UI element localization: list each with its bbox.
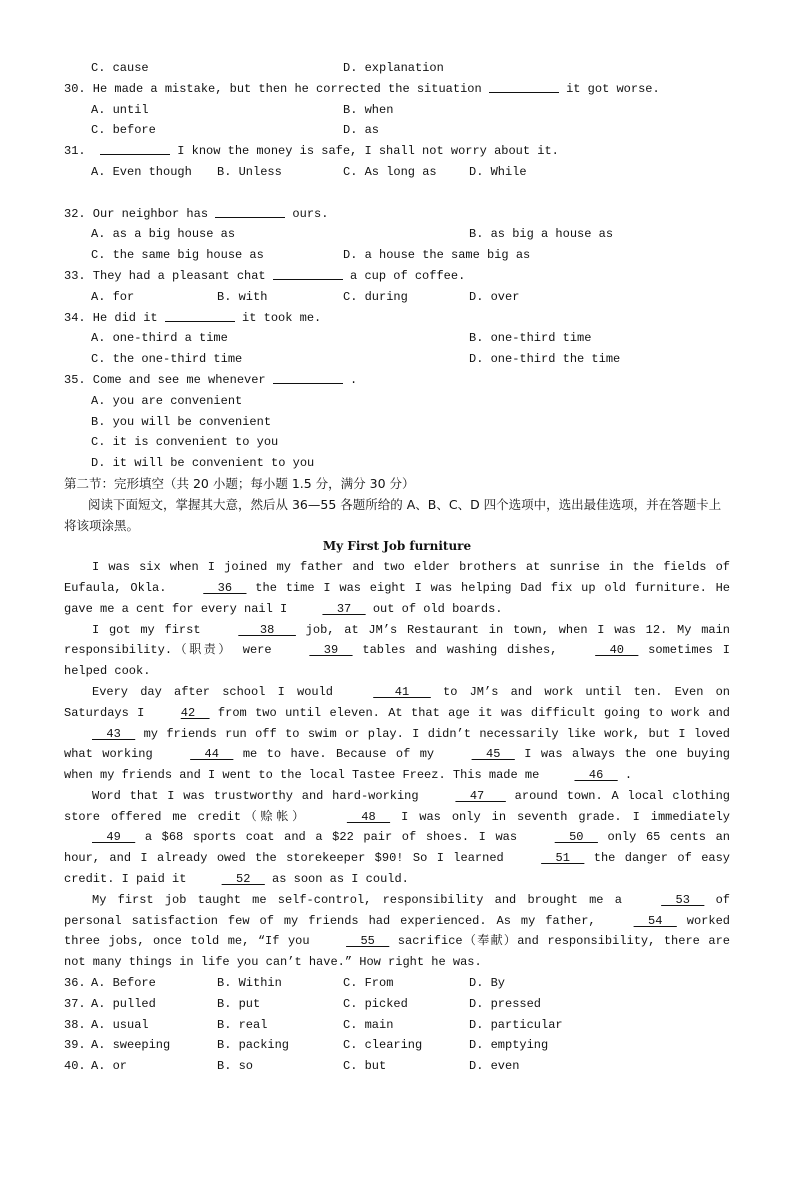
q32-options-cd: [64, 245, 730, 266]
option-c: C. but: [343, 1059, 387, 1074]
gap-37: 37: [322, 601, 366, 616]
q30-options-cd: [64, 120, 730, 141]
gap-40: 40: [595, 643, 639, 658]
option-b: B. one-third time: [469, 331, 592, 346]
q31-options: [64, 162, 730, 183]
option-c: C. main: [343, 1017, 394, 1032]
option-c: C. cause: [91, 61, 149, 75]
gap-49: 49: [92, 830, 136, 845]
q34-options-cd: [64, 349, 730, 370]
answer-blank: [489, 80, 559, 93]
answer-number: 38.: [64, 1017, 86, 1032]
option-d: D. it will be convenient to you: [91, 456, 315, 471]
option-b: B. as big a house as: [469, 227, 614, 242]
option-a: A. Even though: [91, 164, 192, 179]
section-instruction: 阅读下面短文，掌握其大意，然后从 36—55 各题所给的 A、B、C、D 四个选项中，选出最佳选项，并在答题卡上将该项涂黑。: [64, 496, 722, 533]
gap-44: 44: [190, 747, 234, 762]
answer-blank: [165, 309, 235, 322]
option-c: C. clearing: [343, 1038, 423, 1053]
q33-options: [64, 287, 730, 308]
option-c: C. before: [91, 123, 156, 138]
option-a: A. usual: [91, 1017, 149, 1032]
answer-row: [64, 1056, 730, 1077]
option-c: C. picked: [343, 996, 408, 1011]
question-35: 35. Come and see me whenever .: [64, 372, 358, 387]
option-b: B. real: [217, 1017, 268, 1032]
passage-paragraph-5: My first job taught me self-control, responsibility and brought me a 53 of personal satisfaction few of my friends had experienced. As my father, 54 worked three jobs, once told me, “If you 55 sacrifice（奉献）and responsibility, there are not many things in life you can’t have.” How right he was.: [64, 890, 730, 973]
option-a: A. pulled: [91, 996, 156, 1011]
option-b: B. Unless: [217, 164, 282, 179]
gap-46: 46: [574, 768, 618, 783]
answer-number: 36.: [64, 976, 86, 991]
option-b: B. you will be convenient: [91, 414, 272, 429]
option-b: B. when: [343, 102, 394, 117]
option-c: C. the same big house as: [91, 248, 264, 263]
option-a: A. sweeping: [91, 1038, 171, 1053]
option-d: D. particular: [469, 1017, 563, 1032]
question-30: 30. He made a mistake, but then he corrected the situation it got worse.: [64, 81, 660, 96]
option-d: D. explanation: [343, 61, 444, 75]
option-d: D. one-third the time: [469, 352, 621, 367]
passage-paragraph-1: I was six when I joined my father and two elder brothers at sunrise in the fields of Eufaula, Okla. 36 the time I was eight I was helping Dad fix up old furniture. He gave me a cent for every nail I 37 out of old boards.: [64, 557, 730, 619]
passage-paragraph-4: Word that I was trustworthy and hard-working 47 around town. A local clothing store offered me credit（赊帐） 48 I was only in seventh grade. I immediately 49 a $68 sports coat and a $22 pair of shoes. I was 50 only 65 cents an hour, and I already owed the storekeeper $90! So I learned 51 the danger of easy credit. I paid it 52 as soon as I could.: [64, 786, 730, 890]
option-a: A. for: [91, 289, 135, 304]
option-b: B. put: [217, 996, 261, 1011]
option-a: A. you are convenient: [91, 393, 243, 408]
gap-43: 43: [92, 726, 136, 741]
answer-blank: [273, 371, 343, 384]
exam-page: [64, 58, 730, 1077]
option-a: A. Before: [91, 976, 156, 991]
passage-paragraph-3: Every day after school I would 41 to JM’s and work until ten. Even on Saturdays I 42 from two until eleven. At that age it was difficult going to work and 43 my friends run off to swim or play. I didn’t necessarily like work, but I loved what working 44 me to have. Because of my 45 I was always the one buying when my friends and I went to the local Tastee Freez. This made me 46 .: [64, 682, 730, 786]
passage-title: My First Job furniture: [322, 539, 472, 554]
question-31: 31. I know the money is safe, I shall not worry about it.: [64, 144, 559, 159]
option-b: B. Within: [217, 976, 282, 991]
question-32: 32. Our neighbor has ours.: [64, 206, 329, 221]
option-d: D. While: [469, 164, 527, 179]
answer-number: 37.: [64, 996, 86, 1011]
option-d: D. even: [469, 1059, 520, 1074]
answer-blank: [100, 142, 170, 155]
option-c: C. As long as: [343, 164, 437, 179]
gap-53: 53: [661, 892, 705, 907]
option-c: C. From: [343, 976, 394, 991]
gap-52: 52: [221, 872, 265, 887]
answer-row: [64, 1035, 730, 1056]
question-34: 34. He did it it took me.: [64, 310, 322, 325]
option-d: D. emptying: [469, 1038, 549, 1053]
answer-blank: [215, 205, 285, 218]
option-b: B. with: [217, 289, 268, 304]
answer-row: [64, 994, 730, 1015]
gap-51: 51: [541, 851, 585, 866]
q30-options-ab: [64, 100, 730, 121]
option-d: D. over: [469, 289, 520, 304]
answer-number: 40.: [64, 1059, 86, 1074]
answer-row: [64, 973, 730, 994]
option-b: B. packing: [217, 1038, 290, 1053]
gap-39: 39: [309, 643, 353, 658]
gap-48: 48: [346, 809, 391, 824]
section-heading: 第二节：完形填空（共 20 小题；每小题 1.5 分，满分 30 分）: [64, 475, 415, 491]
q32-options-ab: [64, 224, 730, 245]
passage-paragraph-2: I got my first 38 job, at JM’s Restaurant in town, when I was 12. My main responsibility.（职责） were 39 tables and washing dishes, 40 sometimes I helped cook.: [64, 620, 730, 682]
gap-54: 54: [633, 913, 677, 928]
answer-number: 39.: [64, 1038, 86, 1053]
option-a: A. as a big house as: [91, 227, 236, 242]
q34-options-ab: [64, 328, 730, 349]
spacer: [64, 183, 730, 204]
q29-options-cd: [64, 58, 730, 79]
gap-55: 55: [346, 934, 390, 949]
option-a: A. one-third a time: [91, 331, 228, 346]
option-c: C. it is convenient to you: [91, 435, 279, 450]
answer-blank: [273, 267, 343, 280]
gap-36: 36: [203, 580, 247, 595]
answer-row: [64, 1015, 730, 1036]
gap-50: 50: [554, 830, 598, 845]
option-a: A. until: [91, 102, 149, 117]
gap-41: 41: [373, 684, 431, 699]
gap-42: 42: [180, 705, 210, 720]
gap-45: 45: [471, 747, 515, 762]
option-c: C. the one-third time: [91, 352, 243, 367]
option-d: D. as: [343, 123, 380, 138]
gap-47: 47: [455, 788, 506, 803]
option-b: B. so: [217, 1059, 254, 1074]
option-d: D. By: [469, 976, 506, 991]
option-d: D. a house the same big as: [343, 248, 531, 263]
option-a: A. or: [91, 1059, 128, 1074]
gap-38: 38: [238, 622, 296, 637]
question-33: 33. They had a pleasant chat a cup of coffee.: [64, 268, 466, 283]
option-d: D. pressed: [469, 996, 542, 1011]
option-c: C. during: [343, 289, 408, 304]
